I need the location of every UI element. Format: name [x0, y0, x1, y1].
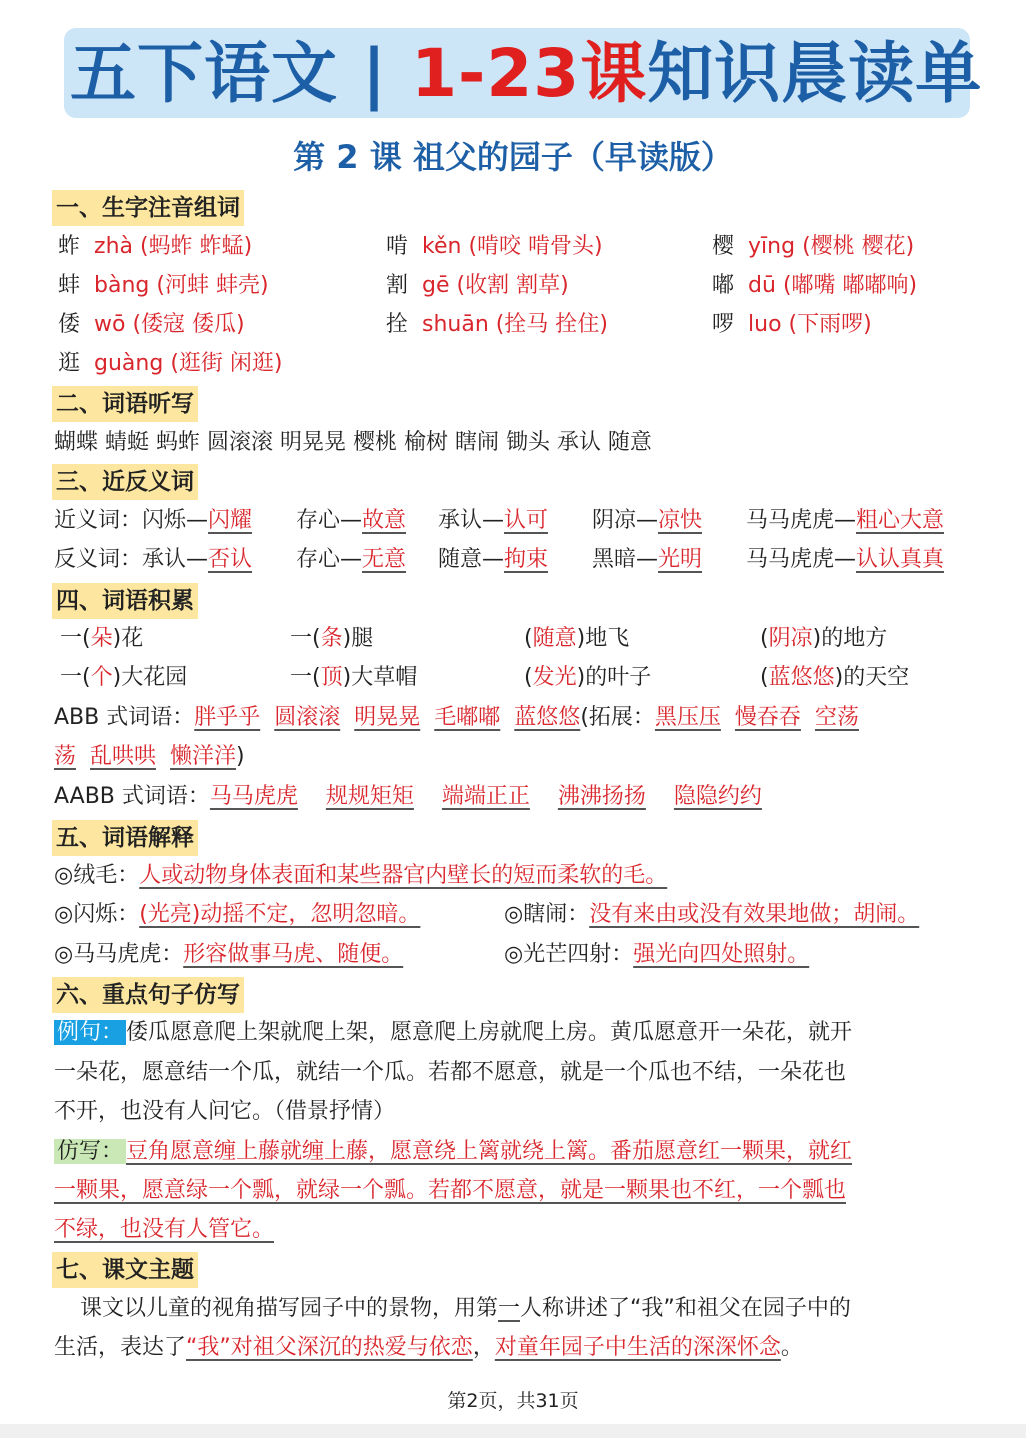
synonyms-row: 马马虎虎—粗心大意 [746, 508, 945, 533]
phrase-fill: (发光)的叶子 [524, 665, 652, 690]
imitation-line: 仿写： 豆角愿意缠上藤就缠上藤，愿意绕上篱就绕上篱。番茄愿意红一颗果，就红 [54, 1135, 852, 1169]
phrase-fill: (随意)地飞 [524, 626, 630, 651]
definition: ◎闪烁：(光亮)动摇不定，忽明忽暗。 [54, 902, 421, 927]
bottom-divider [0, 1424, 1026, 1438]
section-heading-4: 四、词语积累 [52, 583, 198, 619]
phrase-fill: 一(条)腿 [290, 626, 374, 651]
char-entry: 倭 wō (倭寇 倭瓜) [58, 312, 245, 337]
dictation-words: 蝴蝶 蜻蜓 蚂蚱 圆滚滚 明晃晃 樱桃 榆树 瞎闹 锄头 承认 随意 [54, 430, 652, 455]
char-entry: 啰 luo (下雨啰) [712, 312, 872, 337]
antonyms-row: 马马虎虎—认认真真 [746, 547, 945, 572]
char-entry: 啃 kěn (啃咬 啃骨头) [386, 234, 603, 259]
title-part-1: 五下语文 | [70, 35, 412, 112]
theme-line: 生活，表达了“我”对祖父深沉的热爱与依恋，对童年园子中生活的深深怀念。 [54, 1335, 803, 1360]
example-sentence-line: 不开，也没有人问它。（借景抒情） [54, 1099, 396, 1124]
char-entry: 蚌 bàng (河蚌 蚌壳) [58, 273, 269, 298]
char-entry: 逛 guàng (逛街 闲逛) [58, 351, 283, 376]
example-sentence-line: 例句： 倭瓜愿意爬上架就爬上架，愿意爬上房就爬上房。黄瓜愿意开一朵花，就开 [54, 1016, 852, 1050]
example-sentence-line: 一朵花，愿意结一个瓜，就结一个瓜。若都不愿意，就是一个瓜也不结，一朵花也 [54, 1060, 847, 1085]
definition: ◎光芒四射：强光向四处照射。 [504, 942, 810, 967]
section-heading-5: 五、词语解释 [52, 820, 198, 856]
imitation-tag: 仿写： [54, 1139, 126, 1164]
char-entry: 割 gē (收割 割草) [386, 273, 569, 298]
definition: ◎马马虎虎：形容做事马虎、随便。 [54, 942, 404, 967]
antonyms-row: 反义词：承认—否认 [54, 547, 253, 572]
phrase-fill: 一(朵)花 [60, 626, 144, 651]
section-heading-2: 二、词语听写 [52, 386, 198, 422]
abb-words-line-2: 荡 乱哄哄 懒洋洋) [54, 744, 245, 769]
title-part-3: 知识晨读单 [647, 35, 983, 112]
phrase-fill: 一(顶)大草帽 [290, 665, 418, 690]
char-entry: 蚱 zhà (蚂蚱 蚱蜢) [58, 234, 253, 259]
char-entry: 拴 shuān (拴马 拴住) [386, 312, 608, 337]
lesson-subtitle: 第 2 课 祖父的园子（早读版） [293, 138, 733, 176]
antonyms-row: 随意—拘束 [438, 547, 549, 572]
section-heading-7: 七、课文主题 [52, 1252, 198, 1288]
aabb-words-line: AABB 式词语：马马虎虎 规规矩矩 端端正正 沸沸扬扬 隐隐约约 [54, 784, 762, 809]
title-part-2: 1-23课 [411, 35, 648, 112]
synonyms-row: 近义词：闪烁—闪耀 [54, 508, 253, 533]
phrase-fill: 一(个)大花园 [60, 665, 188, 690]
antonyms-row: 存心—无意 [296, 547, 407, 572]
synonyms-row: 承认—认可 [438, 508, 549, 533]
page-title [70, 30, 982, 118]
char-entry: 嘟 dū (嘟嘴 嘟嘟响) [712, 273, 918, 298]
synonyms-row: 阴凉—凉快 [592, 508, 703, 533]
phrase-fill: (阴凉)的地方 [760, 626, 888, 651]
synonyms-row: 存心—故意 [296, 508, 407, 533]
theme-line: 课文以儿童的视角描写园子中的景物，用第一人称讲述了“我”和祖父在园子中的 [80, 1296, 851, 1321]
phrase-fill: (蓝悠悠)的天空 [760, 665, 910, 690]
char-entry: 樱 yīng (樱桃 樱花) [712, 234, 915, 259]
abb-words-line: ABB 式词语：胖乎乎 圆滚滚 明晃晃 毛嘟嘟 蓝悠悠(拓展：黑压压 慢吞吞 空荡 [54, 705, 859, 730]
definition: ◎瞎闹：没有来由或没有效果地做；胡闹。 [504, 902, 920, 927]
section-heading-6: 六、重点句子仿写 [52, 977, 244, 1013]
antonyms-row: 黑暗—光明 [592, 547, 703, 572]
example-tag: 例句： [54, 1020, 126, 1045]
section-heading-1: 一、生字注音组词 [52, 190, 244, 226]
imitation-line: 一颗果，愿意绿一个瓢，就绿一个瓢。若都不愿意，就是一颗果也不红，一个瓢也 [54, 1178, 847, 1203]
page-number: 第2页，共31页 [447, 1390, 579, 1412]
section-heading-3: 三、近反义词 [52, 464, 198, 500]
definition: ◎绒毛：人或动物身体表面和某些器官内壁长的短而柔软的毛。 [54, 863, 668, 888]
imitation-line: 不绿，也没有人管它。 [54, 1217, 275, 1242]
